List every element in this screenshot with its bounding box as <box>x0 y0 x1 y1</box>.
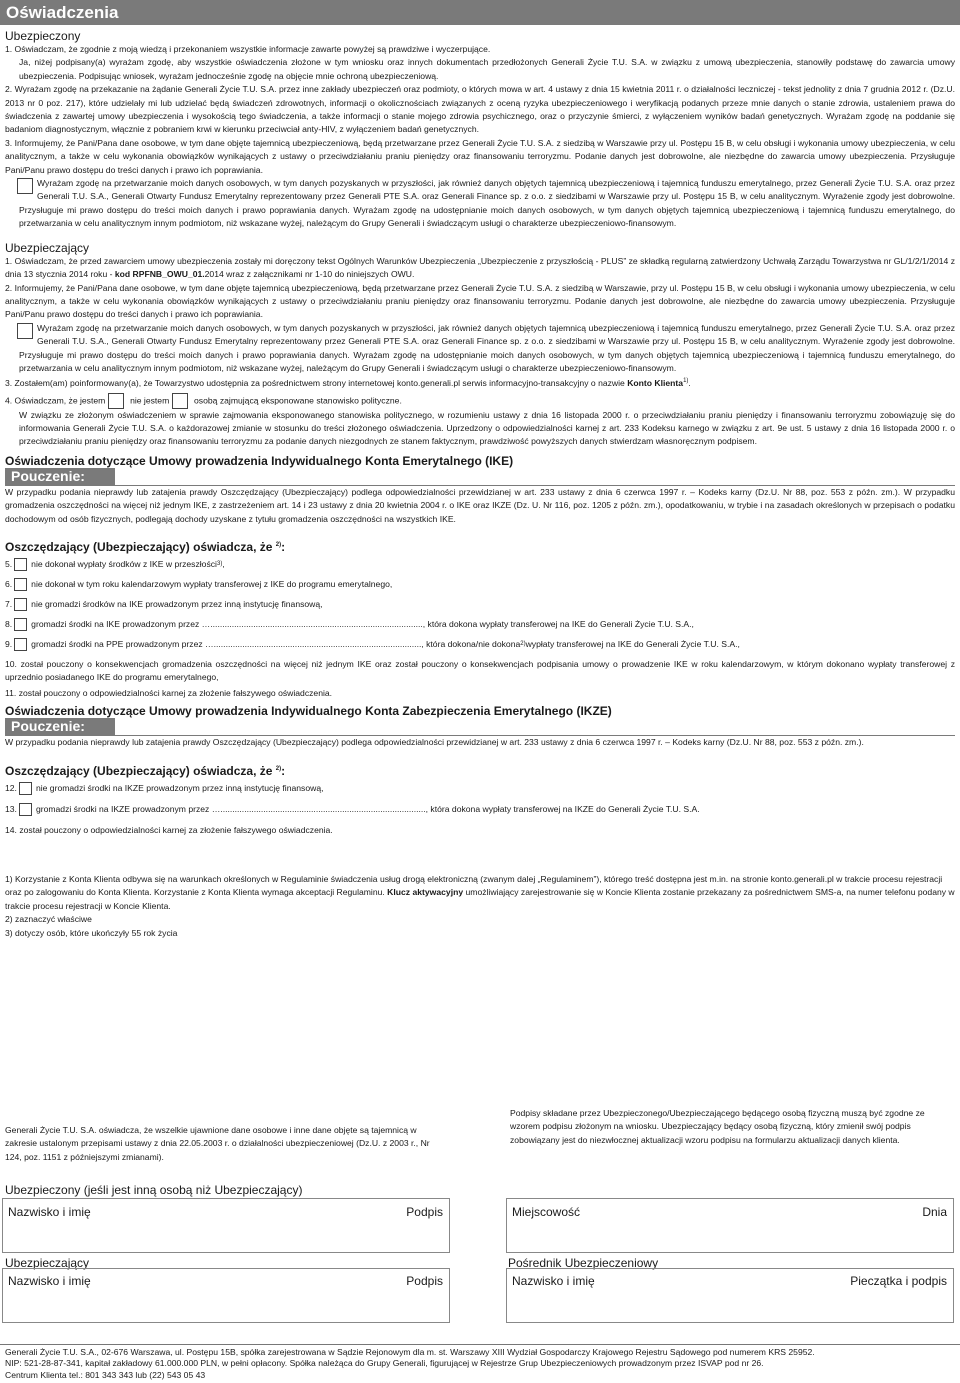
ike-option <box>0 618 960 631</box>
ike-option-number: 8. <box>5 619 13 630</box>
ike-option-number: 6. <box>5 579 13 590</box>
ikze-option-checkbox[interactable] <box>19 803 32 816</box>
ikze-option-text: nie gromadzi środki na IKZE prowadzonym przez inną instytucję finansową, <box>35 782 324 793</box>
policyholder-declarations <box>0 255 960 449</box>
place-label: Miejscowość <box>512 1205 581 1219</box>
insured-declaration-1: 1. Oświadczam, że zgodnie z moją wiedzą i przekonaniem wszystkie informacje zawarte powyżej są prawdziwe i wyczerpujące. Ja, niżej podpisany(a) wyrażam zgodę, aby wszystkie oświadczenia złożone w tym wniosku oraz innych dokumentach przedłożonych Generali Życie T.U. S.A. w związku z umową ubezpieczenia, stanowiły podstawę do zawarcia umowy ubezpieczenia. Podpisując wniosek, wyrażam jednocześnie zgodę na objęcie mnie ochroną ubezpieczeniową. 2. Wyrażam zgodę na przekazanie na żądanie Generali Życie T.U. S.A. przez inne zakłady ubezpieczeń oraz podmioty, o których mowa w art. 4 ustawy z dnia 15 kwietnia 2011 r. o działalności leczniczej - tekst jednolity z dnia 7 grudnia 2012 r. (Dz.U. 2013 nr 0 poz. 217), które udzielały mi lub udzielać będą świadczeń zdrowotnych, informacji o okolicznościach związanych z oceną ryzyka ubezpieczeniowego i weryfikacją podanych przeze mnie danych o stanie zdrowia, ustaleniem prawa do świadczenia z zawartej umowy ubezpieczenia i wysokością tego świadczenia, a także informacji o stanie mojego zdrowia psychicznego, oraz o przyczynie śmierci, z wyłączeniem wyników badań genetycznych. Wyrażam zgodę na poddanie się badaniom diagnostycznym, włącznie z pobraniem krwi w kierunku przeciwciał anty-HIV, z wyłączeniem badań genetycznych. 3. Informujemy, że Pani/Pana dane osobowe, w tym dane objęte tajemnicą ubezpieczeniową, będą przetwarzane przez Generali Życie T.U. S.A. z siedzibą w Warszawie przy ul. Postępu 15 B, w celu obsługi i wykonania umowy ubezpieczenia, w celu analitycznym, a także w celu wykonania obowiązków wynikających z ustawy o przeciwdziałaniu praniu pieniędzy oraz finansowaniu terroryzmu. Podanie danych jest dobrowolne, ale niezbędne do zawarcia umowy ubezpieczenia. Przysługuje Pani/Panu prawo dostępu do treści danych i prawo ich poprawiania. Wyrażam zgodę na przetwarzanie moich danych osobowych, w tym danych pozyskanych w przyszłości, jak również danych objętych tajemnicą ubezpieczeniową i tajemnicą funduszu emerytalnego, przez Generali Życie T.U. S.A. oraz przez Generali T.U. S.A., Generali Otwarty Fundusz Emerytalny reprezentowany przez Generali PTE S.A. oraz Generali Finance sp. z o.o. z siedzibami w Warszawie przy ul. Postępu 15 B, w celu analitycznym. Wyrażenie zgody jest dobrowolne. Przysługuje mi prawo dostępu do treści moich danych i prawo poprawiania danych. Wyrażam zgodę na udostępnianie moich danych osobowych, w tym danych objętych tajemnicą ubezpieczeniową i tajemnicą funduszu emerytalnego, do przetwarzania w celu analitycznym innym podmiotom, niż wskazane wyżej, należącym do Grupy Generali i świadczącym usługi o charakterze ubezpieczeniowo-finansowym. <box>0 43 960 231</box>
page-title: Oświadczenia <box>6 3 119 22</box>
policyholder-declaration-3: 3. Zostałem(am) poinformowany(a), że Towarzystwo udostępnia za pośrednictwem strony internetowej konto.generali.pl serwis informacyjno-transakcyjny o nazwie Konto Klienta$^{1)}$. <box>5 378 691 389</box>
policyholder-name-label: Nazwisko i imię <box>8 1274 91 1288</box>
ike-option-checkbox[interactable] <box>14 558 27 571</box>
ike-option-footnote-ref: 2) <box>520 641 526 648</box>
ike-option <box>0 558 960 571</box>
ike-option-text: gromadzi środki na IKE prowadzonym przez …........................................................................................., która dokona wypłaty transferowej na IKE do Generali Życie T.U. S.A., <box>31 619 694 630</box>
ike-option <box>0 598 960 611</box>
insured-heading: Ubezpieczony <box>5 29 81 43</box>
intermediary-stamp-label: Pieczątka i podpis <box>850 1274 947 1288</box>
pep-statement: W związku ze złożonym oświadczeniem w sprawie zajmowania eksponowanego stanowiska politycznego, w rozumieniu ustawy z dnia 16 listopada 2000 r. o przeciwdziałaniu praniu pieniędzy i finansowaniu terroryzmu zobowiązuję się do informowania Generali Życie T.U. S.A. o każdorazowej zmianie w stosunku do treści złożonego oświadczenia. Uprzedzony o odpowiedzialności karnej z art. 233 Kodeksu karnego w związku z art. 9e ust. 5 ustawy z dnia 16 listopada 2000 r. o przeciwdziałaniu praniu pieniędzy oraz finansowaniu terroryzmu za podanie danych niezgodnych ze stanem faktycznym, prawdziwość powyższych danych stwierdzam własnoręcznym podpisem. <box>19 409 955 447</box>
ikze-heading: Oświadczenia dotyczące Umowy prowadzenia Indywidualnego Konta Zabezpieczenia Emerytalnego (IKZE) <box>5 704 612 719</box>
ike-notice-label: Pouczenie: <box>5 468 115 485</box>
policyholder-consent: Wyrażam zgodę na przetwarzanie moich danych osobowych, w tym danych pozyskanych w przyszłości, jak również danych objętych tajemnicą ubezpieczeniową i tajemnicą funduszu emerytalnego, przez Generali Życie T.U. S.A. oraz przez Generali T.U. S.A., Generali Otwarty Fundusz Emerytalny reprezentowany przez Generali PTE S.A. oraz Generali Finance sp. z o.o. z siedzibami w Warszawie przy ul. Postępu 15 B, w celu analitycznym. Wyrażenie zgody jest dobrowolne. Przysługuje mi prawo dostępu do treści moich danych i prawo poprawiania danych. Wyrażam zgodę na udostępnianie moich danych osobowych, w tym danych objętych tajemnicą ubezpieczeniową i tajemnicą funduszu emerytalnego, do przetwarzania w celu analitycznym innym podmiotom, niż wskazane wyżej, należącym do Grupy Generali i świadczącym usługi o charakterze ubezpieczeniowo-finansowym. <box>19 322 955 373</box>
intermediary-name-label: Nazwisko i imię <box>512 1274 595 1288</box>
policyholder-declaration-1: 1. Oświadczam, że przed zawarciem umowy ubezpieczenia zostały mi doręczony tekst Ogólnych Warunków Ubezpieczenia „Ubezpieczenie z przyszłością - PLUS” ze składką regularną zatwierdzony Uchwałą Zarządu Towarzystwa nr GL/1/2/1/2014 z dnia 13 stycznia 2014 roku - kod RPFNB_OWU_01.2014 wraz z załącznikami nr 1-10 do niniejszych OWU. <box>5 255 955 280</box>
declarations-banner <box>0 0 960 25</box>
ike-option-text: nie dokonał w tym roku kalendarzowym wypłaty transferowej z IKE do programu emerytalnego, <box>31 579 393 590</box>
ike-option-text: nie dokonał wypłaty środków z IKE w przeszłości <box>31 559 217 570</box>
policyholder-consent-checkbox[interactable] <box>17 323 33 339</box>
ike-heading: Oświadczenia dotyczące Umowy prowadzenia Indywidualnego Konta Emerytalnego (IKE) <box>5 453 514 468</box>
intermediary-signature-box[interactable] <box>506 1268 954 1323</box>
ike-option-tail: wypłaty transferowej na IKE do Generali Życie T.U. S.A., <box>525 639 740 650</box>
ike-option-text: nie gromadzi środków na IKE prowadzonym przez inną instytucję finansową, <box>31 599 323 610</box>
insured-signature-box[interactable] <box>2 1198 450 1253</box>
footer-line-3: Centrum Klienta tel.: 801 343 343 lub (22) 543 05 43 <box>5 1369 206 1380</box>
policyholder-signature-label: Ubezpieczający <box>5 1256 90 1270</box>
insured-declaration-2: 2. Wyrażam zgodę na przekazanie na żądanie Generali Życie T.U. S.A. przez inne zakłady ubezpieczeń oraz podmioty, o których mowa w art. 4 ustawy z dnia 15 kwietnia 2011 r. o działalności leczniczej - tekst jednolity z dnia 7 grudnia 2012 r. (Dz.U. 2013 nr 0 poz. 217), które udzielały mi lub udzielać będą świadczeń zdrowotnych, informacji o okolicznościach związanych z oceną ryzyka ubezpieczeniowego i weryfikacją podanych przeze mnie danych o stanie zdrowia, ustaleniem prawa do świadczenia z zawartej umowy ubezpieczenia i wysokością tego świadczenia, a także informacji o stanie mojego zdrowia psychicznego, oraz o przyczynie śmierci, z wyłączeniem wyników badań genetycznych. Wyrażam zgodę na poddanie się badaniom diagnostycznym, włącznie z pobraniem krwi w kierunku przeciwciał anty-HIV, z wyłączeniem badań genetycznych. <box>5 84 955 135</box>
privacy-note: Generali Życie T.U. S.A. oświadcza, że wszelkie ujawnione dane osobowe i inne dane objęte są tajemnicą w zakresie ustalonym przepisami ustawy z dnia 22.05.2003 r. o działalności ubezpieczeniowej (Dz.U. z 2003 r., Nr 124, poz. 1151 z późniejszymi zmianami). <box>5 1125 430 1162</box>
insured-name-label: Nazwisko i imię <box>8 1205 91 1219</box>
policyholder-signature-box[interactable] <box>2 1268 450 1323</box>
ike-option-number: 9. <box>5 639 13 650</box>
ike-option-number: 5. <box>5 559 13 570</box>
ike-options <box>0 558 960 651</box>
ike-option-checkbox[interactable] <box>14 598 27 611</box>
ikze-item-14: 14. został pouczony o odpowiedzialności karnej za złożenie fałszywego oświadczenia. <box>5 824 333 835</box>
footer-line-2: NIP: 521-28-87-341, kapitał zakładowy 61.000.000 PLN, w pełni opłacony. Spółka należąca do Grupy Generali, figurującej w Rejestrze Grup Ubezpieczeniowych prowadzonym przez ISVAP pod nr 26. <box>5 1358 764 1369</box>
ike-option-footnote-ref: 3) <box>216 561 223 568</box>
ikze-option-number: 12. <box>5 782 17 793</box>
footnote-3: 3) dotyczy osób, które ukończyły 55 rok życia <box>5 927 178 938</box>
ikze-declaration-heading: Oszczędzający (Ubezpieczający) oświadcza, że $^{2)}$: <box>5 763 286 778</box>
insured-sign-label: Podpis <box>406 1205 443 1219</box>
pep-yes-checkbox[interactable] <box>108 393 124 409</box>
insured-consent-checkbox[interactable] <box>17 178 33 194</box>
ikze-notice-label: Pouczenie: <box>5 718 115 735</box>
ikze-option-number: 13. <box>5 803 17 814</box>
policyholder-declaration-2: 2. Informujemy, że Pani/Pana dane osobowe, w tym dane objęte tajemnicą ubezpieczeniową, będą przetwarzane przez Generali Życie T.U. S.A. z siedzibą w Warszawie, przy ul. Postępu 15 B, w celu obsługi i wykonania umowy ubezpieczenia, w celu analitycznym, a także w celu wykonania obowiązków wynikających z ustawy o przeciwdziałaniu praniu pieniędzy oraz finansowaniu terroryzmu. Podanie danych jest dobrowolne, ale niezbędne do zawarcia umowy ubezpieczenia. Przysługuje Pani/Panu prawo dostępu do treści danych i prawo ich poprawiania. <box>5 282 955 320</box>
ikze-options <box>0 782 960 816</box>
ike-option-text: gromadzi środki na PPE prowadzonym przez …......................................................................................., która dokona/nie dokona <box>31 639 521 650</box>
footnotes <box>0 873 960 940</box>
insured-declaration-3: 3. Informujemy, że Pani/Pana dane osobowe, w tym dane objęte tajemnicą ubezpieczeniową, będą przetwarzane przez Generali Życie T.U. S.A. z siedzibą w Warszawie przy ul. Postępu 15 B, w celu obsługi i wykonania umowy ubezpieczenia, w celu analitycznym, a także w celu wykonania obowiązków wynikających z ustawy o przeciwdziałaniu praniu pieniędzy oraz finansowaniu terroryzmu. Podanie danych jest dobrowolne, ale niezbędne do zawarcia umowy ubezpieczenia. Przysługuje Pani/Panu prawo dostępu do treści danych i prawo ich poprawiania. <box>5 137 955 175</box>
ike-notice: W przypadku podania nieprawdy lub zatajenia prawdy Oszczędzający (Ubezpieczający) podlega odpowiedzialności przewidzianej w art. 233 ustawy z dnia 6 czerwca 1997 r. – Kodeks karny (Dz.U. Nr 88, poz. 553 z późn. zm.). W przypadku gromadzenia oszczędności na więcej niż jednym IKE, z zastrzeżeniem art. 14 i 23 ustawy z dnia 20 kwietnia 2004 r. o IKE oraz IKZE (Dz. U. Nr 116, poz. 1205 z późn. zm.), opodatkowaniu, w trybie i na zasadach określonych w przepisach o podatku dochodowym od osób fizycznych, podlegają dochody uzyskane z tytułu gromadzenia oszczędności na wszystkich IKE. <box>5 486 955 524</box>
pep-declaration: 4. Oświadczam, że jestem nie jestem osobą zajmującą eksponowane stanowisko polityczne. <box>5 393 955 409</box>
ike-item-10: 10. został pouczony o konsekwencjach gromadzenia oszczędności na więcej niż jednym IKE oraz został pouczony o konsekwencjach podpisania umowy o prowadzenie IKE w roku kalendarzowym, w którym dokonano wypłaty transferowej z uprzednio posiadanego IKE do programu emerytalnego, <box>5 659 955 683</box>
company-footer <box>0 1344 960 1381</box>
ike-item-11: 11. został pouczony o odpowiedzialności karnej za złożenie fałszywego oświadczenia. <box>5 687 333 698</box>
intermediary-signature-label: Pośrednik Ubezpieczeniowy <box>508 1256 659 1270</box>
insured-consent: Wyrażam zgodę na przetwarzanie moich danych osobowych, w tym danych pozyskanych w przyszłości, jak również danych objętych tajemnicą ubezpieczeniową i tajemnicą funduszu emerytalnego, przez Generali Życie T.U. S.A. oraz przez Generali T.U. S.A., Generali Otwarty Fundusz Emerytalny reprezentowany przez Generali PTE S.A. oraz Generali Finance sp. z o.o. z siedzibami w Warszawie przy ul. Postępu 15 B, w celu analitycznym. Wyrażenie zgody jest dobrowolne. Przysługuje mi prawo dostępu do treści moich danych i prawo poprawiania danych. Wyrażam zgodę na udostępnianie moich danych osobowych, w tym danych objętych tajemnicą ubezpieczeniową i tajemnicą funduszu emerytalnego, do przetwarzania w celu analitycznym innym podmiotom, niż wskazane wyżej, należącym do Grupy Generali i świadczącym usługi o charakterze ubezpieczeniowo-finansowym. <box>19 178 955 229</box>
signature-note: Podpisy składane przez Ubezpieczonego/Ubezpieczającego będącego osobą fizyczną muszą być zgodne ze wzorem podpisu złożonym na wniosku. Ubezpieczający będący osobą fizyczną, który zmienił swój podpis zobowiązany jest do niezwłocznej aktualizacji wzoru podpisu na formularzu aktualizacji danych klienta. <box>510 1108 925 1145</box>
footnote-2: 2) zaznaczyć właściwe <box>5 914 92 925</box>
ikze-option <box>0 782 960 795</box>
ike-option <box>0 578 960 591</box>
ike-option-checkbox[interactable] <box>14 638 27 651</box>
ikze-notice: W przypadku podania nieprawdy lub zatajenia prawdy Oszczędzający (Ubezpieczający) podlega odpowiedzialności przewidzianej w art. 233 ustawy z dnia 6 czerwca 1997 r. – Kodeks karny (Dz.U. Nr 88, poz. 553 z późn. zm.). <box>5 737 864 748</box>
policyholder-sign-label: Podpis <box>406 1274 443 1288</box>
place-date-box[interactable] <box>506 1198 954 1253</box>
ike-option-checkbox[interactable] <box>14 578 27 591</box>
ikze-option <box>0 803 960 816</box>
ikze-option-checkbox[interactable] <box>19 782 32 795</box>
policyholder-heading: Ubezpieczający <box>5 240 90 255</box>
date-label: Dnia <box>922 1205 947 1219</box>
footer-line-1: Generali Życie T.U. S.A., 02-676 Warszawa, ul. Postępu 15B, spółka zarejestrowana w Sądzie Rejonowym dla m. st. Warszawy XIII Wydział Gospodarczy Krajowego Rejestru Sądowego pod numerem KRS 25952. <box>5 1347 815 1357</box>
ike-option <box>0 638 960 651</box>
ike-option-number: 7. <box>5 599 13 610</box>
ike-option-checkbox[interactable] <box>14 618 27 631</box>
ike-declaration-heading: Oszczędzający (Ubezpieczający) oświadcza, że $^{2)}$: <box>5 540 286 555</box>
pep-no-checkbox[interactable] <box>172 393 188 409</box>
ike-option-tail: , <box>222 559 225 570</box>
insured-signature-label: Ubezpieczony (jeśli jest inną osobą niż Ubezpieczający) <box>5 1183 303 1197</box>
ikze-option-text: gromadzi środki na IKZE prowadzonym przez …......................................................................................, która dokona wypłaty transferowej na IKZE do Generali Życie T.U. S.A. <box>35 803 700 814</box>
footnote-1: 1) Korzystanie z Konta Klienta odbywa się na warunkach określonych w Regulaminie świadczenia usług drogą elektroniczną (zwanym dalej „Regulaminem”), którego treść dostępna jest m.in. na stronie konto.generali.pl w trakcie procesu rejestracji oraz po zalogowaniu do Konta Klienta. Korzystanie z Konta Klienta wymaga akceptacji Regulaminu. Klucz aktywacyjny umożliwiający zarejestrowanie się w Koncie Klienta zostanie przekazany za pośrednictwem SMS-a, na numer telefonu podany w trakcie procesu rejestracji w Koncie Klienta. <box>5 874 955 911</box>
